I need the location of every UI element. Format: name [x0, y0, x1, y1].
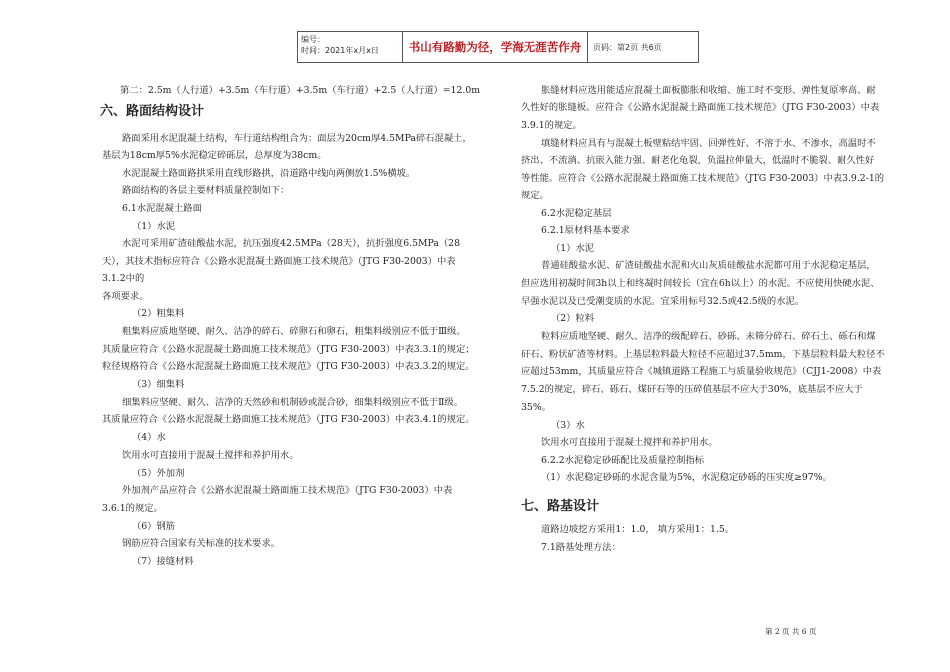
- left-text-line: 饮用水可直接用于混凝土搅拌和养护用水。: [122, 450, 299, 461]
- right-text-line: 粒料应质地坚硬、耐久、洁净的级配碎石、砂砾、未筛分碎石、碎石土、砾石和煤: [541, 331, 876, 342]
- left-text-line: 其质量应符合《公路水泥混凝土路面施工技术规范》（JTG F30-2003）中表3.3.1的规定；: [102, 344, 475, 355]
- right-text-line: 胀缝材料应选用能适应混凝土面板膨胀和收缩、施工时不变形、弹性复原率高、耐: [541, 85, 876, 96]
- left-text-line: 水泥可采用矿渣硅酸盐水泥，抗压强度42.5MPa（28天），抗折强度6.5MPa（28: [122, 238, 461, 249]
- time-label: 时间：2021年x月x日: [301, 46, 379, 55]
- left-text-line: （7）接缝材料: [132, 556, 194, 567]
- right-text-line: 久性好的胀缝板。应符合《公路水泥混凝土路面施工技术规范》（JTG F30-2003）中表: [521, 102, 880, 113]
- left-text-line: 路面结构的各层主要材料质量控制如下：: [122, 185, 290, 196]
- left-text-line: 第二：2.5m（人行道）+3.5m（车行道）+3.5m（车行道）+2.5（人行道）=12.0m: [120, 85, 481, 96]
- left-text-line: （4）水: [132, 432, 166, 443]
- right-text-line: 普通硅酸盐水泥、矿渣硅酸盐水泥和火山灰质硅酸盐水泥都可用于水泥稳定基层，: [541, 260, 876, 271]
- right-text-line: 35%。: [521, 402, 551, 413]
- right-text-line: （1）水泥稳定砂砾的水泥含量为5%，水泥稳定砂砾的压实度≥97%。: [541, 472, 832, 483]
- right-text-line: 规定。: [521, 190, 549, 201]
- left-section-heading: 六、路面结构设计: [100, 104, 205, 119]
- left-text-line: 外加剂产品应符合《公路水泥混凝土路面施工技术规范》（JTG F30-2003）中表: [122, 485, 453, 496]
- right-text-line: 6.2.1原材料基本要求: [541, 225, 630, 236]
- header-motto: 书山有路勤为径，学海无涯苦作舟: [403, 32, 588, 62]
- right-text-line: （3）水: [551, 420, 585, 431]
- left-text-line: （6）钢筋: [132, 521, 176, 532]
- left-text-line: （2）粗集料: [132, 308, 185, 319]
- left-text-line: （5）外加剂: [132, 468, 185, 479]
- right-text-line: （2）粒料: [551, 313, 595, 324]
- right-section-heading: 七、路基设计: [521, 499, 600, 514]
- left-text-line: 钢筋应符合国家有关标准的技术要求。: [122, 538, 281, 549]
- left-text-line: 基层为18cm厚5%水泥稳定碎砾层，总厚度为38cm。: [102, 150, 327, 161]
- left-text-line: 粒径规格符合《公路水泥混凝土路面施工技术规范》（JTG F30-2003）中表3.3.2的规定。: [102, 361, 475, 372]
- page-footer: 第 2 页 共 6 页: [765, 627, 817, 636]
- left-text-line: 细集料应坚硬、耐久、洁净的天然砂和机制砂或混合砂，细集料级别应不低于Ⅱ级。: [122, 397, 464, 408]
- left-text-line: 各项要求。: [102, 291, 149, 302]
- right-text-line: （1）水泥: [551, 243, 595, 254]
- left-text-line: （1）水泥: [132, 221, 176, 232]
- left-text-line: 路面采用水泥混凝土结构，车行道结构组合为：面层为20cm厚4.5MPa碎石混凝土，: [122, 133, 472, 144]
- right-text-line: 挤出、不流淌、抗嵌入能力强、耐老化龟裂，负温拉伸量大，低温时不脆裂、耐久性好: [521, 155, 875, 166]
- left-text-line: 天），其技术指标应符合《公路水泥混凝土路面施工技术规范》（JTG F30-2003）中表: [102, 256, 456, 267]
- right-text-line: 饮用水可直接用于混凝土搅拌和养护用水。: [541, 437, 718, 448]
- left-text-line: 6.1水泥混凝土路面: [122, 203, 202, 214]
- left-text-line: 3.1.2中的: [102, 273, 145, 284]
- left-text-line: 粗集料应质地坚硬、耐久、洁净的碎石、碎卵石和卵石，粗集料级别应不低于Ⅲ级。: [122, 326, 466, 337]
- right-text-line: 矸石、粉状矿渣等材料。上基层粒料最大粒径不应超过37.5mm，下基层粒料最大粒径不: [521, 349, 885, 360]
- right-text-line: 6.2水泥稳定基层: [541, 208, 612, 219]
- right-text-line: 7.1路基处理方法：: [541, 542, 621, 553]
- left-text-line: 其质量应符合《公路水泥混凝土路面施工技术规范》（JTG F30-2003）中表3.4.1的规定。: [102, 414, 475, 425]
- right-text-line: 6.2.2水泥稳定砂砾配比及质量控制指标: [541, 455, 705, 466]
- page-header: [297, 31, 699, 63]
- left-text-line: （3）细集料: [132, 379, 185, 390]
- right-text-line: 但应选用初凝时间3h以上和终凝时间较长（宜在6h以上）的水泥。不应使用快硬水泥、: [521, 278, 880, 289]
- right-text-line: 填缝材料应具有与混凝土板壁粘结牢固、回弹性好、不溶于水、不渗水，高温时不: [541, 138, 876, 149]
- header-meta: [298, 32, 403, 62]
- right-text-line: 应超过53mm，其质量应符合《城镇道路工程施工与质量验收规范》（CJJ1-2008）中表: [521, 366, 882, 377]
- right-text-line: 3.9.1的规定。: [521, 120, 582, 131]
- right-text-line: 等性能。应符合《公路水泥混凝土路面施工技术规范》（JTG F30-2003）中表3.9.2-1的: [521, 173, 885, 184]
- left-text-line: 3.6.1的规定。: [102, 503, 163, 514]
- left-text-line: 水泥混凝土路面路拱采用直线形路拱，沿道路中线向两侧放1.5%横坡。: [122, 168, 416, 179]
- right-text-line: 7.5.2的规定，碎石、砾石、煤矸石等的压碎值基层不应大于30%，底基层不应大于: [521, 384, 863, 395]
- right-text-line: 早强水泥以及已受潮变质的水泥。宜采用标号32.5或42.5级的水泥。: [521, 296, 805, 307]
- right-text-line: 道路边坡挖方采用1：1.0， 填方采用1：1.5。: [541, 524, 735, 535]
- header-page-info: 页码：第2页 共6页: [593, 42, 662, 52]
- serial-number-label: 编号：: [301, 35, 325, 44]
